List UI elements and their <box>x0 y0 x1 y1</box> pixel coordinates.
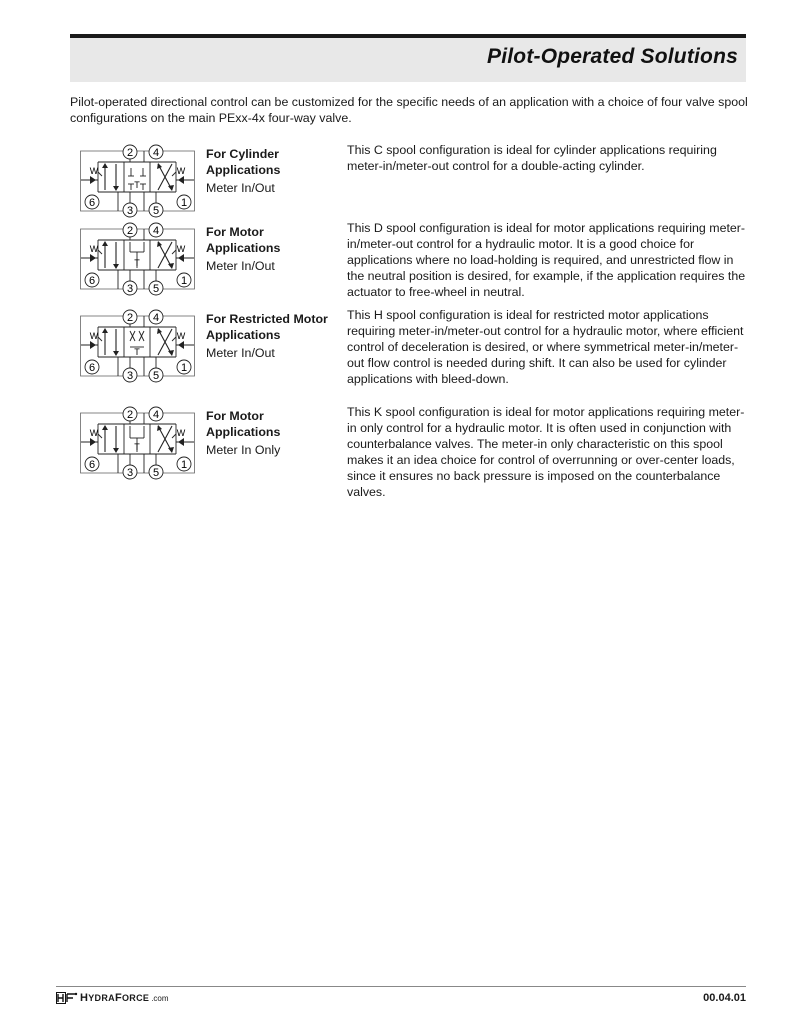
port-port3-label: 3 <box>126 467 134 479</box>
port-port3-label: 3 <box>126 205 134 217</box>
footer-rule <box>56 986 746 987</box>
spring-w-right-label: W <box>176 166 186 176</box>
port-port1-label: 1 <box>180 275 188 287</box>
spool-heading-line2: Applications <box>206 425 281 439</box>
spring-w-left-label: W <box>89 244 99 254</box>
port-port4-label: 4 <box>152 312 160 324</box>
spool-diagram <box>80 307 195 390</box>
port-port2-label: 2 <box>126 409 134 421</box>
spring-w-left-label: W <box>89 331 99 341</box>
spring-w-left-label: W <box>89 428 99 438</box>
tank-t-label: T <box>134 258 140 268</box>
spool-heading-line2: Applications <box>206 241 281 255</box>
spool-heading-line1: For Restricted Motor <box>206 312 328 326</box>
brand-name: HYDRAFORCE <box>80 992 150 1004</box>
spool-label <box>206 224 346 274</box>
page-number: 00.04.01 <box>703 992 746 1004</box>
port-port4-label: 4 <box>152 147 160 159</box>
spool-diagram <box>80 142 195 225</box>
spool-diagram <box>80 220 195 303</box>
spool-description: This K spool configuration is ideal for motor applications requiring meter-in only control for a hydraulic motor. It is often used in conjunction with counterbalance valves. The meter-in only characteristic on this spool makes it an idea choice for control of overrunning or over-center loads, since it ensures no back pressure is imposed on the counterbalance valves. <box>347 405 745 499</box>
page-title: Pilot-Operated Solutions <box>487 45 738 68</box>
tank-t-label: T <box>134 347 140 357</box>
port-port4-label: 4 <box>152 409 160 421</box>
port-port5-label: 5 <box>152 467 160 479</box>
port-port5-label: 5 <box>152 370 160 382</box>
spool-meter-type: Meter In Only <box>206 443 281 457</box>
spring-w-left-label: W <box>89 166 99 176</box>
port-port3-label: 3 <box>126 283 134 295</box>
tank-t-label: T <box>134 180 140 190</box>
port-port6-label: 6 <box>88 362 96 374</box>
port-port6-label: 6 <box>88 197 96 209</box>
port-port2-label: 2 <box>126 312 134 324</box>
port-port1-label: 1 <box>180 362 188 374</box>
spool-meter-type: Meter In/Out <box>206 259 275 273</box>
spool-meter-type: Meter In/Out <box>206 346 275 360</box>
spool-description: This H spool configuration is ideal for restricted motor applications requiring meter-in/meter-out control for a hydraulic motor, where efficient control of deceleration is desired, or where symmetrical meter-in/meter-out flow control is needed during shift. It can also be used for cylinder applications with bleed-down. <box>347 308 744 386</box>
port-port2-label: 2 <box>126 147 134 159</box>
spool-symbol-diagram <box>80 142 195 220</box>
spool-label <box>206 408 346 458</box>
brand-domain: .com <box>151 993 169 1003</box>
spool-heading-line1: For Motor <box>206 225 264 239</box>
spool-label <box>206 311 346 361</box>
spool-description: This D spool configuration is ideal for motor applications requiring meter-in/meter-out control for a hydraulic motor. It is a good choice for applications where no load-holding is required, and unrestricted flow in the neutral position is desired, for example, if the application requires the actuator to free-wheel in neutral. <box>347 221 746 299</box>
spool-symbol-diagram <box>80 404 195 482</box>
port-port1-label: 1 <box>180 459 188 471</box>
port-port2-label: 2 <box>126 225 134 237</box>
header-bar <box>70 38 746 82</box>
port-port3-label: 3 <box>126 370 134 382</box>
port-port6-label: 6 <box>88 459 96 471</box>
spring-w-right-label: W <box>176 331 186 341</box>
port-port5-label: 5 <box>152 205 160 217</box>
spool-symbol-diagram <box>80 220 195 298</box>
spool-label <box>206 146 346 196</box>
spool-symbol-diagram <box>80 307 195 385</box>
spring-w-right-label: W <box>176 244 186 254</box>
hydraforce-logo-icon <box>56 992 78 1004</box>
spool-meter-type: Meter In/Out <box>206 181 275 195</box>
spool-heading-line1: For Cylinder <box>206 147 279 161</box>
spool-heading-line2: Applications <box>206 163 281 177</box>
port-port5-label: 5 <box>152 283 160 295</box>
spool-description: This C spool configuration is ideal for cylinder applications requiring meter-in/meter-out control for a double-acting cylinder. <box>347 143 717 173</box>
spool-heading-line2: Applications <box>206 328 281 342</box>
port-port4-label: 4 <box>152 225 160 237</box>
port-port1-label: 1 <box>180 197 188 209</box>
spring-w-right-label: W <box>176 428 186 438</box>
spool-diagram <box>80 404 195 487</box>
spool-heading-line1: For Motor <box>206 409 264 423</box>
intro-paragraph: Pilot-operated directional control can be customized for the specific needs of an application with a choice of four valve spool configurations on the main PExx-4x four-way valve. <box>70 95 748 125</box>
port-port6-label: 6 <box>88 275 96 287</box>
hydraforce-logo <box>56 992 169 1004</box>
tank-t-label: T <box>134 442 140 452</box>
